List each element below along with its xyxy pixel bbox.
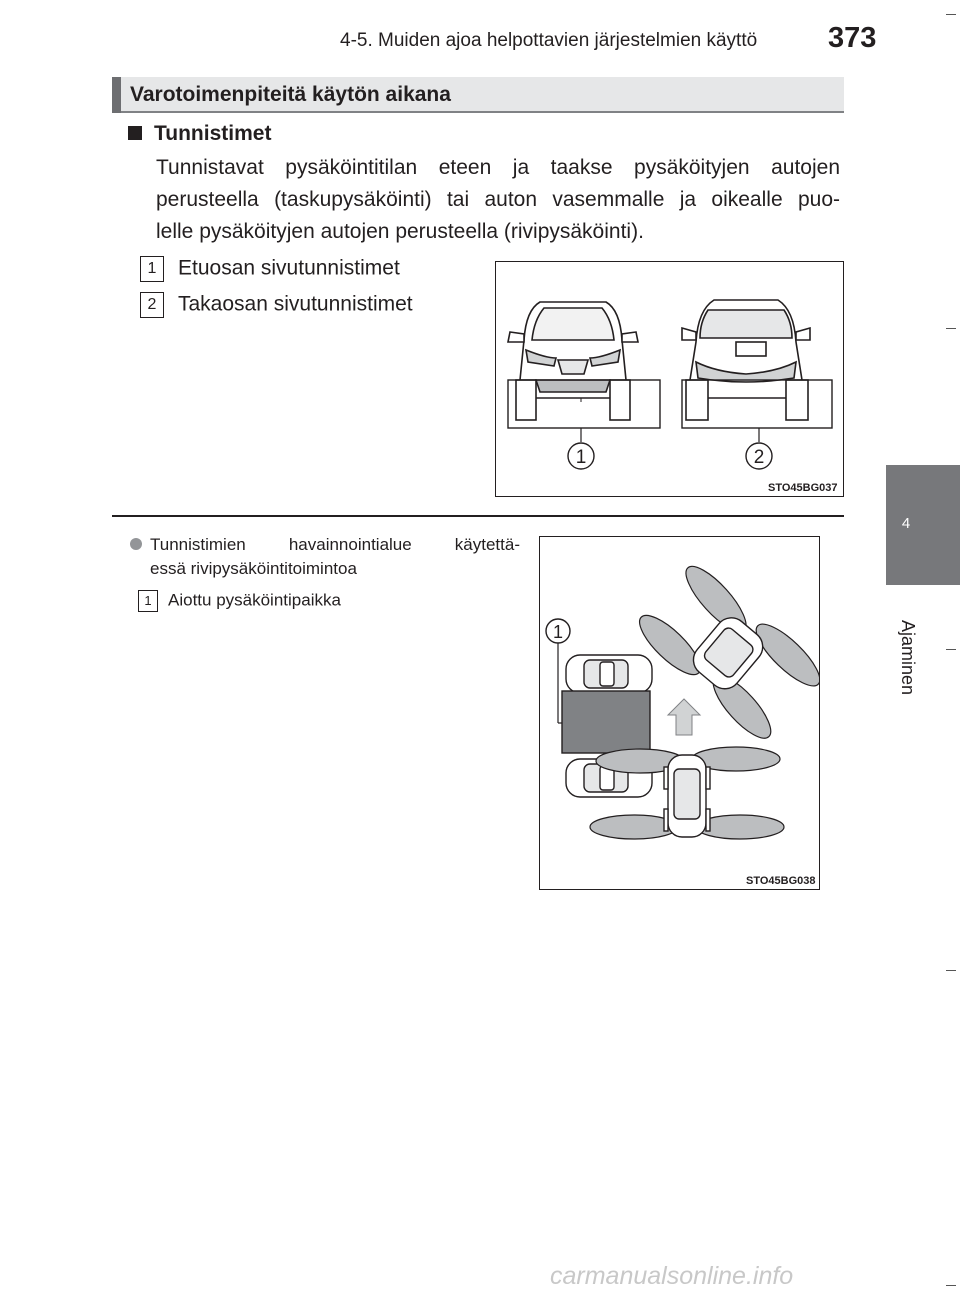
crop-mark xyxy=(946,970,956,971)
body-line: perusteella (taskupysäköinti) tai auton vasemmalle ja oikealle puo- xyxy=(156,188,840,211)
crop-mark xyxy=(946,649,956,650)
body-line: lelle pysäköityjen autojen perusteella (rivipysäköinti). xyxy=(156,220,644,243)
callout-number: 1 xyxy=(138,590,158,612)
car-front-rear-illustration xyxy=(496,262,843,496)
subsection-heading: Tunnistimet xyxy=(128,122,271,146)
figure-detection-range xyxy=(539,536,820,890)
figure-label: 2 xyxy=(753,447,765,468)
page-number: 373 xyxy=(828,22,877,54)
chapter-number: 4 xyxy=(901,515,911,532)
body-line: Tunnistavat pysäköintitilan eteen ja taakse pysäköityjen autojen xyxy=(156,156,840,179)
running-title: 4-5. Muiden ajoa helpottavien järjestelmien käyttö xyxy=(340,30,758,51)
section-divider xyxy=(112,515,844,517)
section-stripe xyxy=(112,77,121,113)
figure-code: STO45BG038 xyxy=(746,875,816,887)
square-bullet-icon xyxy=(128,126,142,140)
callout-front-sensors: 1 Etuosan sivutunnistimet xyxy=(140,256,400,282)
section-title: Varotoimenpiteitä käytön aikana xyxy=(130,83,451,106)
chapter-label: Ajaminen xyxy=(898,620,918,696)
crop-mark xyxy=(946,328,956,329)
figure-label: 1 xyxy=(575,447,587,468)
section-header xyxy=(112,77,844,113)
figure-sensors xyxy=(495,261,844,497)
callout-number: 1 xyxy=(140,256,164,282)
callout-rear-sensors: 2 Takaosan sivutunnistimet xyxy=(140,292,413,318)
body-paragraph xyxy=(156,152,840,248)
crop-mark xyxy=(946,1285,956,1286)
crop-mark xyxy=(946,14,956,15)
callout-parking-space: 1 Aiottu pysäköintipaikka xyxy=(138,590,341,612)
figure-code: STO45BG037 xyxy=(768,482,838,494)
watermark: carmanualsonline.info xyxy=(550,1262,794,1290)
callout-number: 2 xyxy=(140,292,164,318)
parking-detection-illustration xyxy=(540,537,819,889)
note-bullet: Tunnistimien havainnointialue käytettä- essä rivipysäköintitoimintoa xyxy=(130,533,520,581)
bullet-icon xyxy=(130,538,142,550)
figure-label: 1 xyxy=(552,622,564,642)
